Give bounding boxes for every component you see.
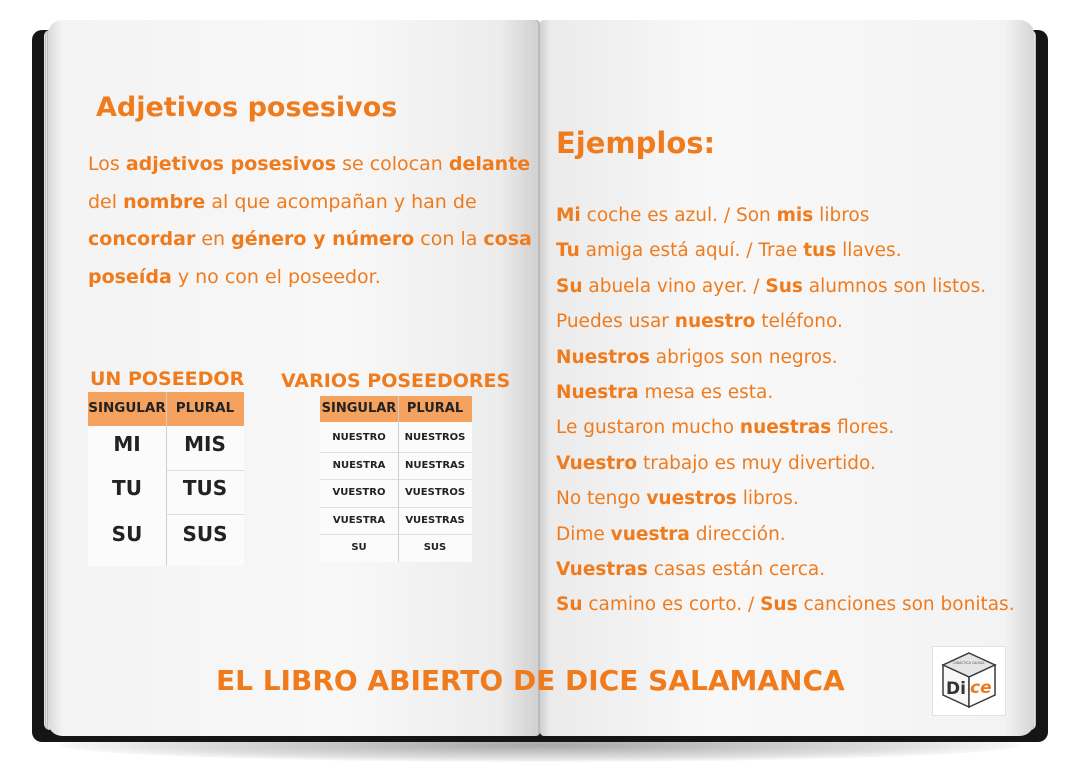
- footer-title: EL LIBRO ABIERTO DE DICE SALAMANCA: [216, 664, 845, 697]
- table-row-divider: [320, 534, 472, 535]
- text-run: No tengo: [556, 488, 647, 510]
- table-cell: TUS: [182, 476, 228, 500]
- text-run: teléfono.: [755, 311, 843, 333]
- bold-text: género y número: [231, 228, 415, 250]
- text-run: al que acompañan y han de: [205, 190, 477, 213]
- page-title: Adjetivos posesivos: [96, 92, 398, 123]
- bold-text: Su: [556, 275, 583, 297]
- example-sentence: [556, 240, 902, 261]
- example-sentence: [556, 594, 1015, 615]
- bold-text: Vuestro: [556, 452, 638, 474]
- dice-logo: [932, 646, 1006, 716]
- text-run: abuela vino ayer. /: [582, 275, 766, 297]
- text-run: casas están cerca.: [647, 559, 826, 580]
- bold-text: Nuestros: [556, 346, 650, 368]
- text-run: con la: [414, 228, 484, 250]
- text-run: dirección.: [689, 523, 786, 545]
- text-run: canciones son bonitas.: [797, 594, 1015, 616]
- table-cell: MIS: [184, 432, 226, 456]
- example-sentence: [556, 524, 786, 545]
- text-run: Le gustaron mucho: [556, 417, 740, 439]
- bold-text: nuestro: [674, 311, 756, 333]
- table-cell: NUESTROS: [404, 432, 466, 443]
- bold-text: Vuestras: [556, 559, 648, 580]
- un-poseedor-table: [88, 392, 244, 566]
- bold-text: nombre: [123, 190, 206, 213]
- un-poseedor-title: UN POSEEDOR: [90, 368, 245, 390]
- text-run: Dime: [556, 523, 611, 545]
- table-cell: TU: [112, 476, 142, 500]
- table-cell: NUESTRO: [332, 432, 386, 443]
- example-sentence: [556, 453, 876, 474]
- example-sentence: [556, 311, 843, 332]
- table-row-divider: [320, 507, 472, 508]
- table-cell: SUS: [182, 522, 228, 546]
- bold-text: concordar: [88, 228, 196, 250]
- examples-title: Ejemplos:: [556, 126, 716, 160]
- bold-text: Sus: [760, 594, 798, 616]
- bold-text: adjetivos posesivos: [125, 153, 337, 175]
- text-run: y no con el poseedor.: [171, 265, 381, 288]
- table-header-cell: PLURAL: [175, 400, 235, 416]
- example-sentence: [556, 347, 838, 368]
- table-cell: SU: [111, 522, 143, 546]
- logo-ce-text: ce: [970, 678, 992, 698]
- table-cell: NUESTRAS: [405, 459, 465, 471]
- text-run: coche es azul. / Son: [580, 205, 777, 226]
- varios-poseedores-table: [320, 396, 472, 562]
- table-column-divider: [398, 396, 399, 562]
- table-cell: SU: [351, 542, 367, 553]
- text-run: mesa es esta.: [638, 382, 774, 403]
- table-header-cell: SINGULAR: [321, 401, 397, 416]
- example-sentence: [556, 205, 869, 226]
- text-run: camino es corto. /: [582, 594, 761, 616]
- table-cell: SUS: [423, 542, 447, 553]
- dice-cube-icon: [933, 647, 1005, 715]
- bold-text: Sus: [765, 275, 803, 297]
- example-sentence: [556, 488, 799, 509]
- bold-text: nuestras: [739, 417, 832, 439]
- example-sentence: [556, 276, 986, 297]
- text-run: abrigos son negros.: [649, 346, 838, 368]
- bold-text: mis: [776, 205, 814, 226]
- text-run: libros.: [736, 488, 799, 510]
- table-cell: VUESTRO: [332, 487, 386, 498]
- bold-text: vuestros: [646, 488, 737, 510]
- table-row-divider: [166, 470, 244, 471]
- example-sentence: [556, 382, 773, 403]
- table-cell: VUESTRA: [332, 514, 386, 526]
- example-sentence: [556, 559, 825, 580]
- table-header-cell: SINGULAR: [88, 400, 166, 416]
- table-cell: MI: [113, 432, 141, 456]
- logo-small-text: DIDÁCTICA CAUSAL: [953, 661, 985, 665]
- text-run: amiga está aquí. / Trae: [579, 240, 804, 262]
- bold-text: Tu: [556, 240, 580, 262]
- table-cell: VUESTROS: [404, 487, 466, 498]
- bold-text: vuestra: [610, 523, 690, 545]
- bold-text: delante: [448, 153, 531, 175]
- bold-text: Su: [556, 594, 583, 616]
- text-run: alumnos son listos.: [802, 275, 987, 297]
- table-row-divider: [166, 514, 244, 515]
- bold-text: cosa poseída: [88, 228, 532, 288]
- table-cell: NUESTRA: [332, 459, 386, 471]
- example-sentence: [556, 417, 894, 438]
- table-column-divider: [166, 392, 167, 566]
- bold-text: Nuestra: [556, 382, 639, 403]
- bold-text: tus: [803, 240, 837, 262]
- text-run: trabajo es muy divertido.: [637, 452, 876, 474]
- text-run: llaves.: [836, 240, 902, 262]
- table-header-cell: PLURAL: [406, 401, 464, 416]
- text-run: en: [195, 228, 232, 250]
- table-row-divider: [320, 452, 472, 453]
- logo-di-text: Di: [946, 679, 966, 699]
- text-run: flores.: [831, 417, 895, 439]
- varios-poseedores-title: VARIOS POSEEDORES: [281, 370, 511, 392]
- text-run: se colocan: [336, 153, 449, 175]
- text-run: Puedes usar: [556, 311, 675, 333]
- intro-paragraph: [88, 146, 538, 296]
- bold-text: Mi: [556, 205, 581, 226]
- text-run: libros: [813, 205, 870, 226]
- text-run: del: [88, 190, 124, 213]
- table-cell: VUESTRAS: [405, 514, 465, 526]
- text-run: Los: [88, 153, 126, 175]
- table-row-divider: [320, 479, 472, 480]
